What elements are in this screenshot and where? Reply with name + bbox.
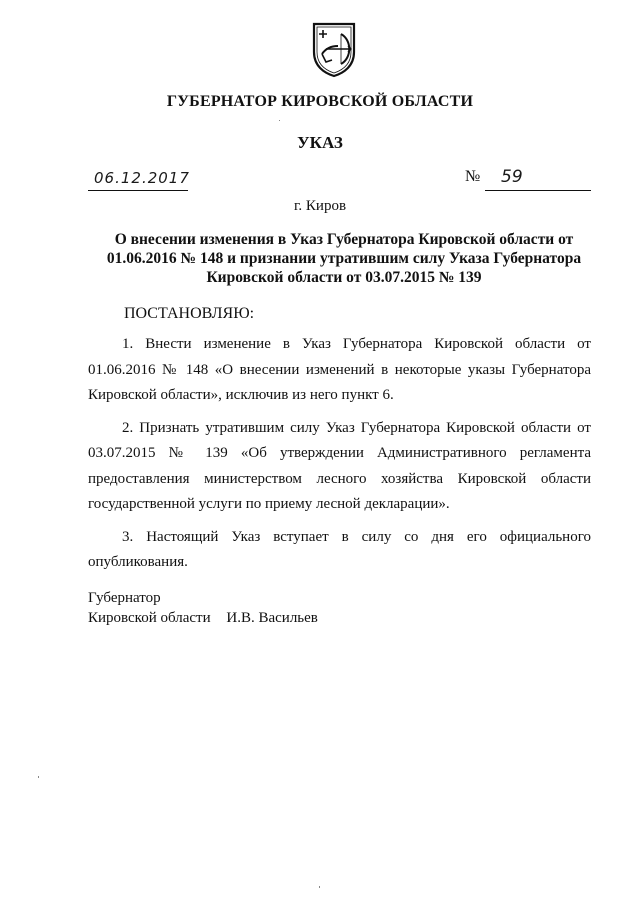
document-subject (96, 230, 592, 287)
signatory-title: Губернатор (88, 590, 161, 606)
city-line: г. Киров (293, 198, 347, 214)
signatory-row (88, 608, 318, 628)
number-field (485, 168, 591, 191)
document-type: УКАЗ (297, 133, 343, 152)
signatory-region: Кировской области (88, 610, 211, 626)
scan-speck (319, 886, 320, 888)
coat-of-arms-icon (308, 18, 360, 78)
issuing-authority: ГУБЕРНАТОР КИРОВСКОЙ ОБЛАСТИ (166, 93, 474, 110)
date-field (88, 168, 188, 191)
document-date: 06.12.2017 (94, 169, 190, 187)
body-paragraph-1: 1. Внести изменение в Указ Губернатора Кировской области от 01.06.2016 № 148 «О внесении изменений в некоторые указы Губернатора Кировской области», исключив из него пункт 6. (88, 336, 591, 403)
decree-body (88, 332, 591, 583)
decree-word: ПОСТАНОВЛЯЮ: (124, 305, 255, 322)
subject-line: Кировской области от 03.07.2015 № 139 (206, 269, 482, 286)
document-number: 59 (501, 167, 523, 187)
body-paragraph-3: 3. Настоящий Указ вступает в силу со дня его официального опубликования. (88, 528, 591, 570)
signatory-name: И.В. Васильев (226, 610, 318, 626)
number-label: № (465, 168, 481, 185)
scan-speck (38, 776, 39, 778)
body-paragraph-2: 2. Признать утратившим силу Указ Губернатора Кировской области от 03.07.2015 № 139 «Об утверждении Административного регламента предоставления министерством лесного хозяйства Кировской области государственной услуги по приему лесной декларации». (88, 419, 591, 512)
scan-speck (279, 120, 280, 121)
signature-block (88, 588, 318, 628)
subject-line: 01.06.2016 № 148 и признании утратившим силу Указа Губернатора (106, 250, 582, 267)
subject-line: О внесении изменения в Указ Губернатора Кировской области от (114, 231, 574, 248)
